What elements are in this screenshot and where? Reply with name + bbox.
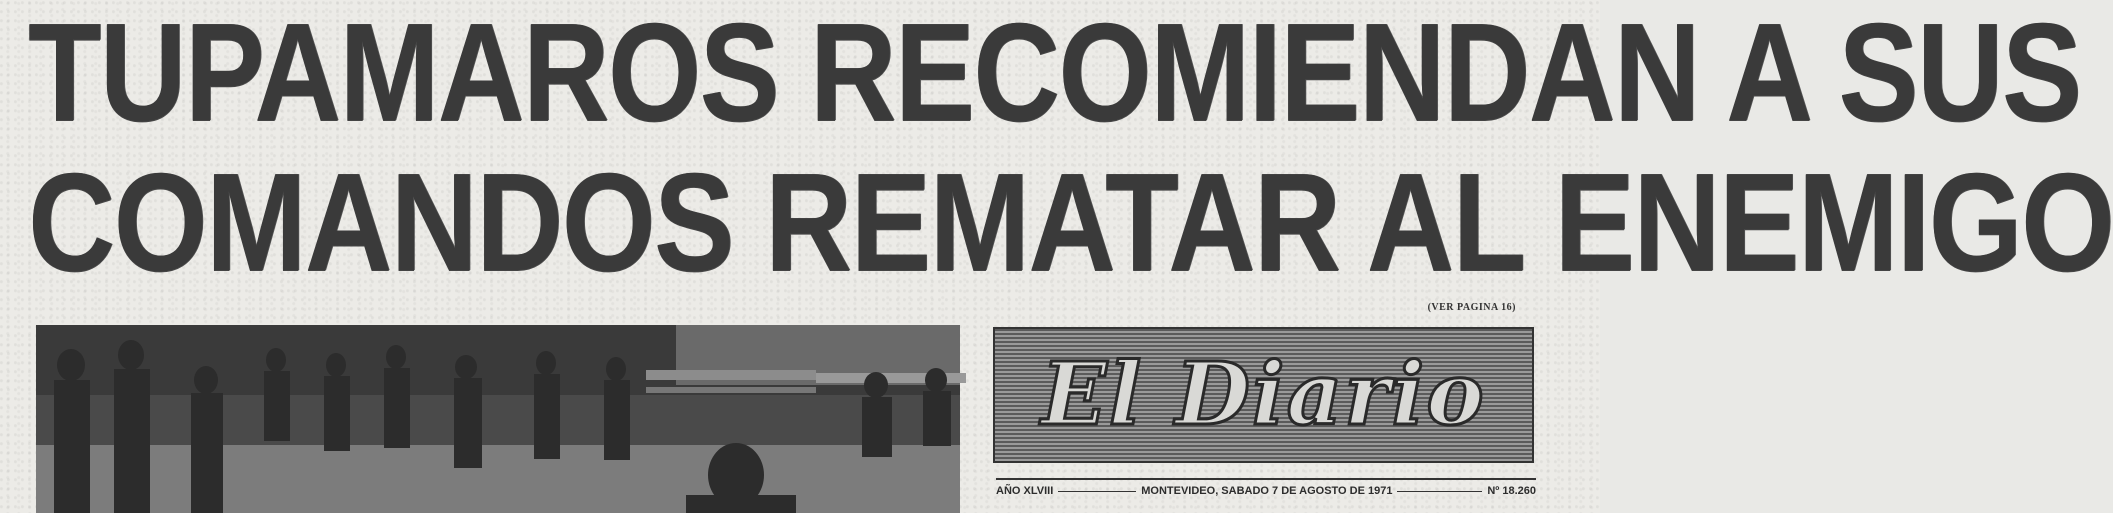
dateline-issue: Nº 18.260: [1487, 485, 1536, 497]
crowd-photo-image: [36, 325, 960, 513]
dateline-rule: [1397, 491, 1482, 492]
dateline: [996, 478, 1536, 498]
headline-line-2: COMANDOS REMATAR AL ENEMIGO: [28, 143, 2113, 300]
page-reference: (VER PAGINA 16): [1427, 302, 1516, 313]
masthead-title: El Diario: [1041, 344, 1486, 445]
dateline-year: AÑO XLVIII: [996, 485, 1054, 497]
headline-line-1: TUPAMAROS RECOMIENDAN A SUS: [28, 0, 2081, 150]
dateline-place-date: MONTEVIDEO, SABADO 7 DE AGOSTO DE 1971: [1141, 485, 1393, 497]
newspaper-masthead: [993, 327, 1534, 463]
dateline-rule: [1058, 491, 1136, 492]
news-photo: [36, 325, 960, 513]
